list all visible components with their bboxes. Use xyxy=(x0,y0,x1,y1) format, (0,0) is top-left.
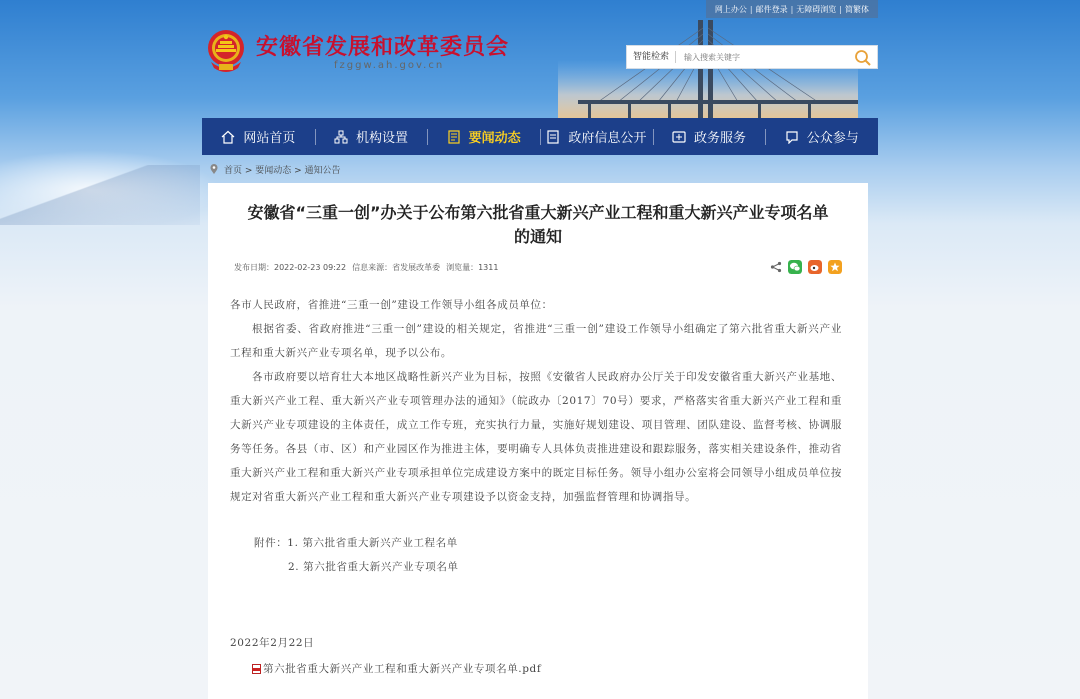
search-input[interactable] xyxy=(676,53,846,62)
article-title: 安徽省“三重一创”办关于公布第六批省重大新兴产业工程和重大新兴产业专项名单的通知 xyxy=(247,203,829,246)
nav-item-news[interactable] xyxy=(427,118,540,155)
document-icon xyxy=(546,130,560,144)
top-link-traditional[interactable]: 简繁体 xyxy=(845,4,869,14)
nav-item-home[interactable] xyxy=(202,118,315,155)
info-source: 信息来源：省发展改革委 xyxy=(352,262,441,272)
background-mountain xyxy=(0,165,200,225)
site-domain: fzggw.ah.gov.cn xyxy=(334,60,445,71)
attachment-item: 附件：1. 第六批省重大新兴产业工程名单 xyxy=(254,537,458,549)
nav-label: 机构设置 xyxy=(356,131,409,146)
attachment-list xyxy=(230,531,842,579)
favorite-star-icon[interactable] xyxy=(828,260,842,274)
weibo-share-icon[interactable] xyxy=(808,260,822,274)
page-container xyxy=(202,0,878,699)
divider: | xyxy=(749,4,753,14)
top-link-office[interactable]: 网上办公 xyxy=(714,4,747,14)
article-meta xyxy=(234,259,842,275)
paragraph: 根据省委、省政府推进“三重一创”建设的相关规定，省推进“三重一创”建设工作领导小组确定了第六批省重大新兴产业工程和重大新兴产业专项名单，现予以公布。 xyxy=(230,323,842,359)
top-link-mail[interactable]: 邮件登录 xyxy=(755,4,788,14)
nav-label: 公众参与 xyxy=(806,131,859,146)
divider: | xyxy=(839,4,842,14)
pdf-link-text[interactable]: 第六批省重大新兴产业工程和重大新兴产业专项名单.pdf xyxy=(263,663,542,675)
search-box xyxy=(626,45,878,69)
nav-item-public-participation[interactable] xyxy=(765,118,878,155)
nav-label: 网站首页 xyxy=(243,131,296,146)
article-body xyxy=(230,293,842,681)
attachment-item: 2. 第六批省重大新兴产业专项名单 xyxy=(288,561,459,573)
home-icon xyxy=(221,130,235,144)
search-label[interactable]: 智能检索 xyxy=(627,51,676,63)
location-pin-icon xyxy=(210,164,218,174)
article-panel xyxy=(208,183,868,699)
publish-date: 发布日期：2022-02-23 09:22 xyxy=(234,262,347,272)
view-count: 浏览量：1311 xyxy=(446,262,499,272)
nav-label: 政府信息公开 xyxy=(568,131,647,146)
top-link-accessibility[interactable]: 无障碍浏览 xyxy=(796,4,837,14)
divider: | xyxy=(790,4,794,14)
salutation: 各市人民政府，省推进“三重一创”建设工作领导小组各成员单位： xyxy=(230,299,553,311)
org-chart-icon xyxy=(334,130,348,144)
breadcrumb-text[interactable]: 首页 > 要闻动态 > 通知公告 xyxy=(224,165,341,176)
sign-date: 2022年2月22日 xyxy=(230,637,315,649)
search-icon[interactable] xyxy=(853,48,873,68)
pdf-file-icon xyxy=(252,664,261,674)
nav-label: 政务服务 xyxy=(694,131,747,146)
share-icon[interactable] xyxy=(770,261,782,273)
service-icon xyxy=(672,130,686,144)
pdf-attachment-link[interactable] xyxy=(252,657,842,681)
site-title[interactable]: 安徽省发展和改革委员会 xyxy=(256,35,510,60)
news-icon xyxy=(447,130,461,144)
nav-item-info-disclosure[interactable] xyxy=(540,118,653,155)
bridge-banner-image xyxy=(558,20,858,118)
main-nav xyxy=(202,118,878,155)
paragraph: 各市政府要以培育壮大本地区战略性新兴产业为目标，按照《安徽省人民政府办公厅关于印发安徽省重大新兴产业基地、重大新兴产业工程、重大新兴产业专项管理办法的通知》（皖政办〔2017〕70号）要求，严格落实省重大新兴产业工程和重大新兴产业专项建设的主体责任，成立工作专班，充实执行力量，实施好规划建设、项目管理、团队建设、监督考核、协调服务等任务。各县（市、区）和产业园区作为推进主体，要明确专人具体负责推进建设和跟踪服务，落实相关建设条件，推动省重大新兴产业工程和重大新兴产业专项承担单位完成建设方案中的既定目标任务。领导小组办公室将会同领导小组成员单位按规定对省重大新兴产业工程和重大新兴产业专项建设予以资金支持，加强监督管理和协调指导。 xyxy=(230,371,842,503)
site-header xyxy=(202,0,878,118)
nav-item-gov-service[interactable] xyxy=(653,118,766,155)
nav-item-organization[interactable] xyxy=(315,118,428,155)
participate-icon xyxy=(785,130,799,144)
wechat-share-icon[interactable] xyxy=(788,260,802,274)
nav-label: 要闻动态 xyxy=(468,131,521,146)
share-bar xyxy=(770,260,842,274)
national-emblem-icon xyxy=(205,28,247,74)
breadcrumb xyxy=(202,155,878,183)
